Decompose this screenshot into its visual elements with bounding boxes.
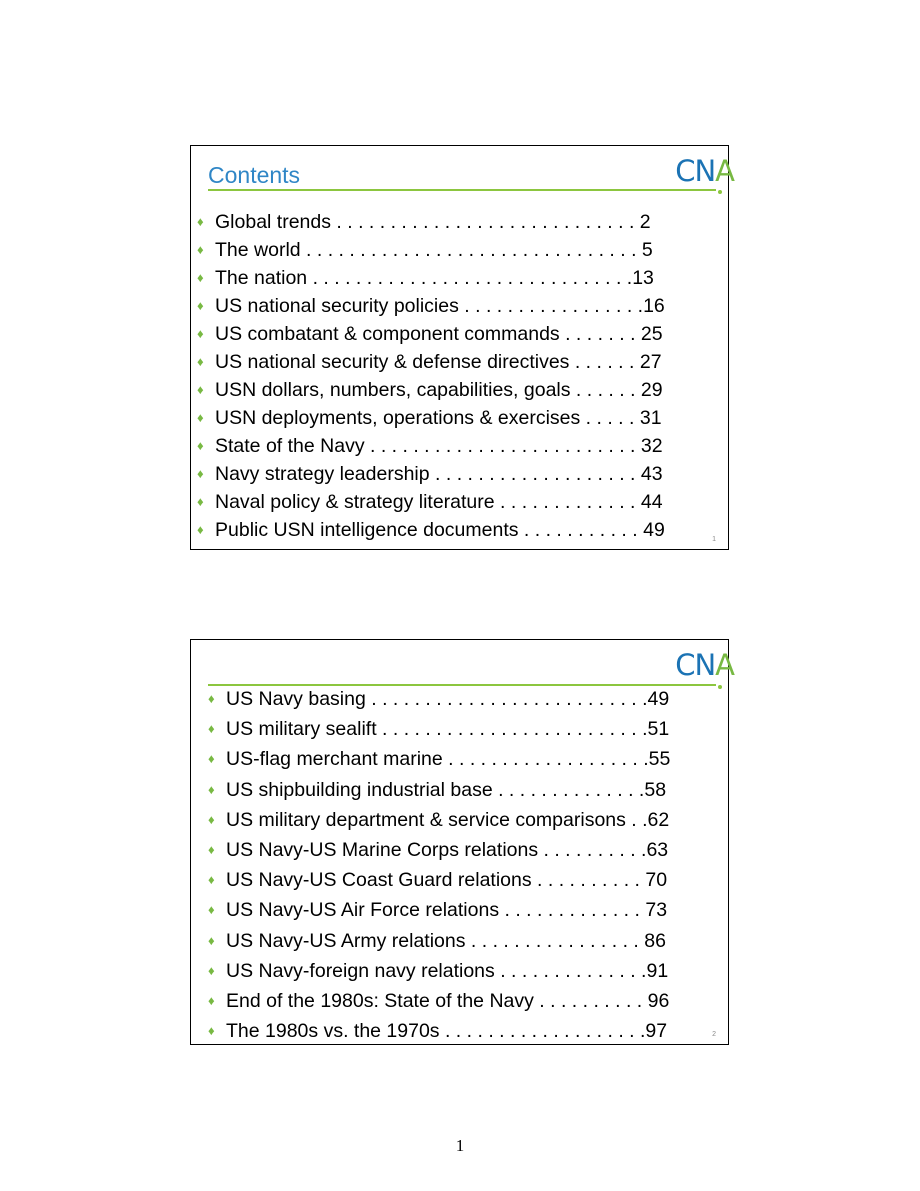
- diamond-bullet-icon: ♦: [197, 494, 204, 509]
- slide-title: Contents: [208, 162, 301, 188]
- title-rule: [208, 189, 716, 191]
- toc-item: ♦ Navy strategy leadership . . . . . . . . . . . . . . . . . . . 43: [197, 460, 665, 488]
- contents-slide-1: [190, 145, 734, 550]
- diamond-bullet-icon: ♦: [197, 382, 204, 397]
- cna-logo: CNA: [675, 648, 734, 682]
- toc-item: ♦ Naval policy & strategy literature . . . . . . . . . . . . . 44: [197, 488, 665, 516]
- diamond-bullet-icon: ♦: [208, 1023, 215, 1039]
- toc-item: ♦ USN deployments, operations & exercises . . . . . 31: [197, 404, 665, 432]
- rule-dot: [718, 685, 722, 689]
- contents-slide-2: [190, 639, 734, 1045]
- toc-item: ♦ US Navy-US Army relations . . . . . . . . . . . . . . . . 86: [208, 926, 670, 956]
- diamond-bullet-icon: ♦: [197, 522, 204, 537]
- toc-item: ♦ Global trends . . . . . . . . . . . . . . . . . . . . . . . . . . . . 2: [197, 208, 665, 236]
- diamond-bullet-icon: ♦: [197, 298, 204, 313]
- slide-page-number: 2: [712, 1031, 716, 1038]
- toc-item: ♦ State of the Navy . . . . . . . . . . . . . . . . . . . . . . . . . 32: [197, 432, 665, 460]
- diamond-bullet-icon: ♦: [208, 962, 215, 978]
- toc-item: ♦ US Navy basing . . . . . . . . . . . . . . . . . . . . . . . . . .49: [208, 684, 670, 714]
- toc-item: ♦ Public USN intelligence documents . . . . . . . . . . . 49: [197, 516, 665, 544]
- cna-logo: CNA: [675, 154, 734, 188]
- toc-item: ♦ US Navy-US Air Force relations . . . . . . . . . . . . . 73: [208, 895, 670, 925]
- diamond-bullet-icon: ♦: [197, 270, 204, 285]
- diamond-bullet-icon: ♦: [208, 751, 215, 767]
- diamond-bullet-icon: ♦: [208, 691, 215, 706]
- toc-item: ♦ US military department & service comparisons . .62: [208, 805, 670, 835]
- diamond-bullet-icon: ♦: [208, 721, 215, 737]
- diamond-bullet-icon: ♦: [197, 438, 204, 453]
- toc-item: ♦ US shipbuilding industrial base . . . . . . . . . . . . . .58: [208, 775, 670, 805]
- diamond-bullet-icon: ♦: [197, 326, 204, 341]
- toc-list: [208, 684, 670, 1046]
- toc-item: ♦ The 1980s vs. the 1970s . . . . . . . . . . . . . . . . . . .97: [208, 1016, 670, 1046]
- toc-item: ♦ USN dollars, numbers, capabilities, goals . . . . . . 29: [197, 376, 665, 404]
- diamond-bullet-icon: ♦: [197, 354, 204, 369]
- page-folio: 1: [455, 1136, 465, 1155]
- diamond-bullet-icon: ♦: [208, 781, 215, 797]
- diamond-bullet-icon: ♦: [208, 811, 215, 827]
- toc-item: ♦ US-flag merchant marine . . . . . . . . . . . . . . . . . . .55: [208, 744, 670, 774]
- toc-item: ♦ The nation . . . . . . . . . . . . . . . . . . . . . . . . . . . . . .13: [197, 264, 665, 292]
- diamond-bullet-icon: ♦: [197, 410, 204, 425]
- toc-item: ♦ US national security policies . . . . . . . . . . . . . . . . .16: [197, 292, 665, 320]
- toc-item: ♦ End of the 1980s: State of the Navy . . . . . . . . . . 96: [208, 986, 670, 1016]
- diamond-bullet-icon: ♦: [208, 992, 215, 1008]
- slide-page-number: 1: [712, 536, 716, 543]
- toc-item: ♦ US military sealift . . . . . . . . . . . . . . . . . . . . . . . . .51: [208, 714, 670, 744]
- diamond-bullet-icon: ♦: [197, 466, 204, 481]
- diamond-bullet-icon: ♦: [197, 214, 204, 229]
- rule-dot: [718, 190, 722, 194]
- diamond-bullet-icon: ♦: [197, 242, 204, 257]
- toc-list: [197, 208, 665, 544]
- toc-item: ♦ US Navy-foreign navy relations . . . . . . . . . . . . . .91: [208, 956, 670, 986]
- toc-item: ♦ US Navy-US Marine Corps relations . . . . . . . . . .63: [208, 835, 670, 865]
- diamond-bullet-icon: ♦: [208, 902, 215, 918]
- toc-item: ♦ US national security & defense directives . . . . . . 27: [197, 348, 665, 376]
- toc-item: ♦ US combatant & component commands . . . . . . . 25: [197, 320, 665, 348]
- toc-item: ♦ US Navy-US Coast Guard relations . . . . . . . . . . 70: [208, 865, 670, 895]
- toc-item: ♦ The world . . . . . . . . . . . . . . . . . . . . . . . . . . . . . . . 5: [197, 236, 665, 264]
- diamond-bullet-icon: ♦: [208, 841, 215, 857]
- diamond-bullet-icon: ♦: [208, 872, 215, 888]
- diamond-bullet-icon: ♦: [208, 932, 215, 948]
